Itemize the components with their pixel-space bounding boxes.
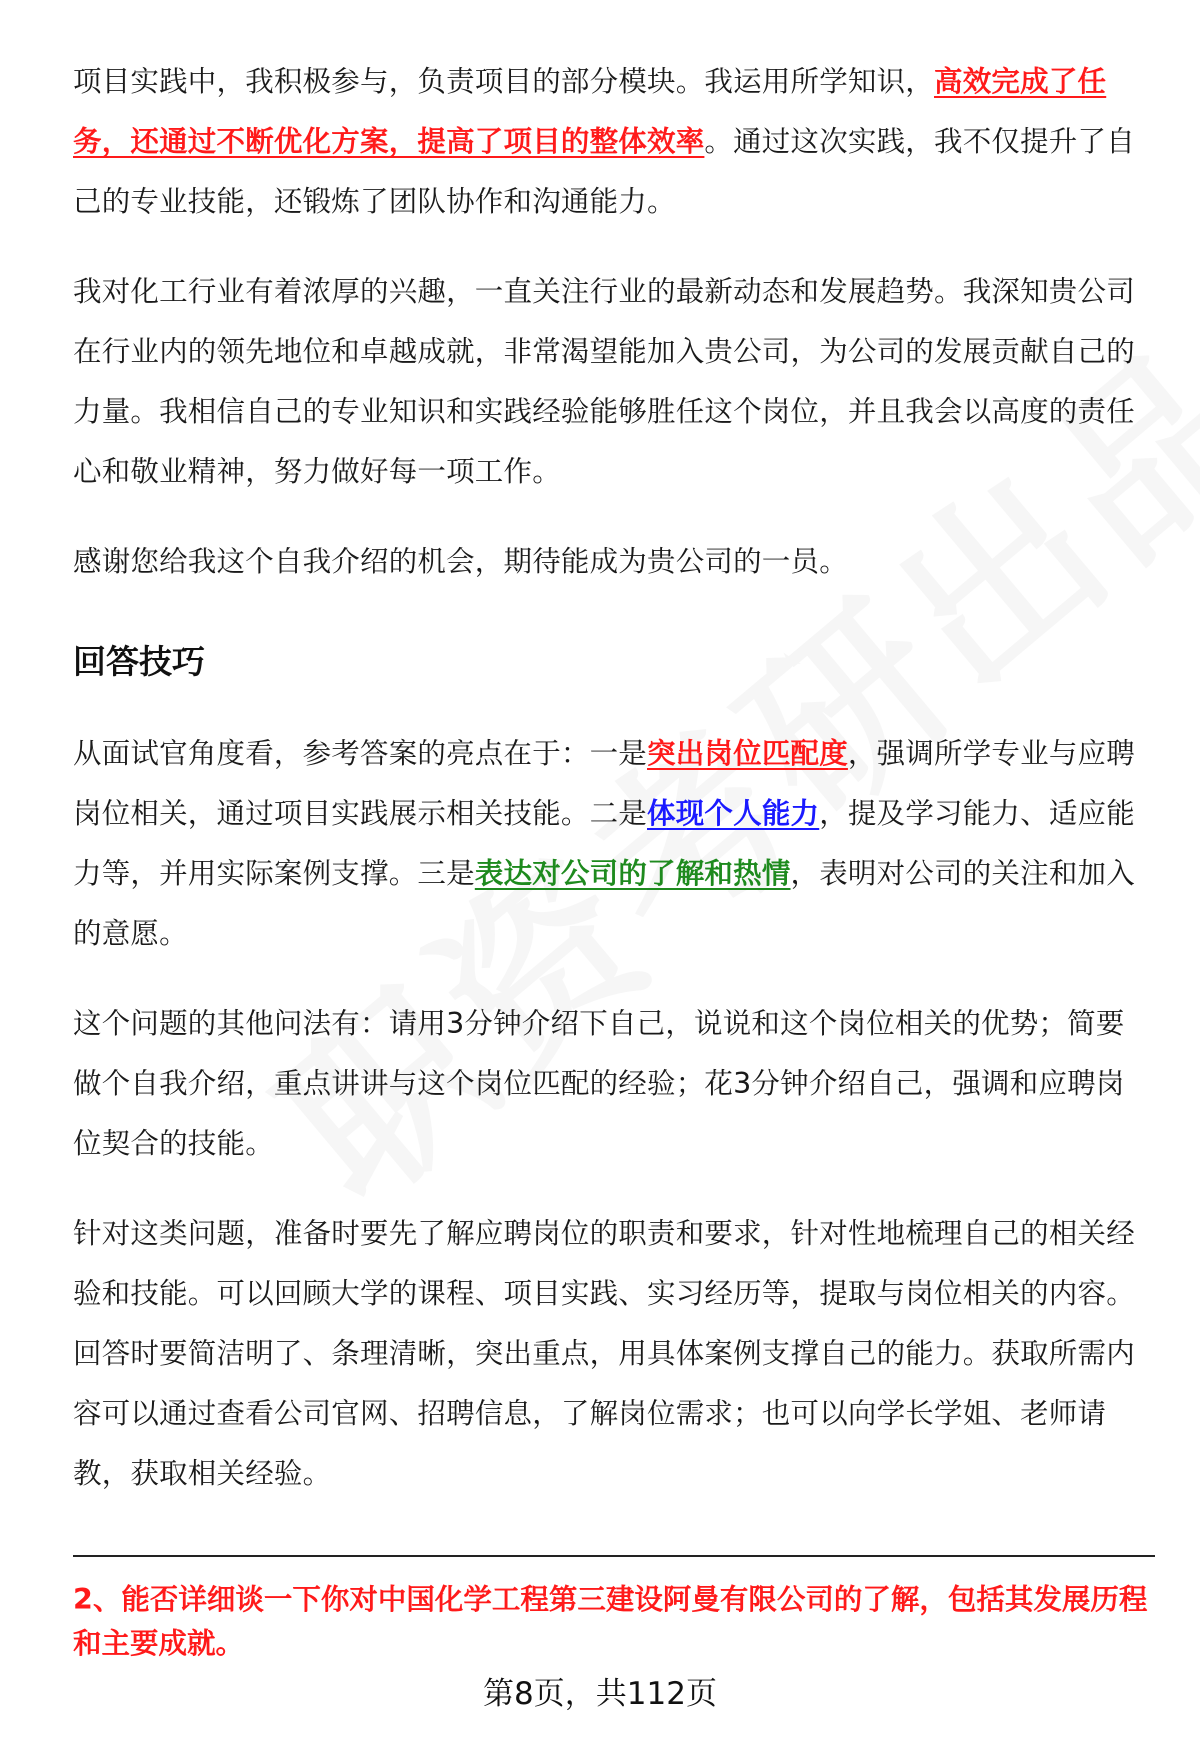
page-number-footer: 第8页，共112页 xyxy=(483,1676,717,1712)
section-divider xyxy=(73,1555,1155,1557)
highlight-job-match: 突出岗位匹配度 xyxy=(647,737,848,770)
paragraph-project-practice: 项目实践中，我积极参与，负责项目的部分模块。我运用所学知识，高效完成了任务，还通过不断优化方案，提高了项目的整体效率。通过这次实践，我不仅提升了自己的专业技能，还锻炼了团队协作和沟通能力。 xyxy=(73,65,1135,218)
document-body xyxy=(73,52,1153,1534)
paragraph-preparation-advice: 针对这类问题，准备时要先了解应聘岗位的职责和要求，针对性地梳理自己的相关经验和技能。可以回顾大学的课程、项目实践、实习经历等，提取与岗位相关的内容。回答时要简洁明了、条理清晰，突出重点，用具体案例支撑自己的能力。获取所需内容可以通过查看公司官网、招聘信息，了解岗位需求；也可以向学长学姐、老师请教，获取相关经验。 xyxy=(73,1217,1135,1490)
section-heading-answer-tips: 回答技巧 xyxy=(73,642,205,681)
highlight-efficiency: 高效完成了任务，还通过不断优化方案，提高了项目的整体效率 xyxy=(73,65,1107,158)
paragraph-alternative-questions: 这个问题的其他问法有：请用3分钟介绍下自己，说说和这个岗位相关的优势；简要做个自我介绍，重点讲讲与这个岗位匹配的经验；花3分钟介绍自己，强调和应聘岗位契合的技能。 xyxy=(73,1007,1125,1160)
paragraph-highlights: 从面试官角度看，参考答案的亮点在于：一是突出岗位匹配度，强调所学专业与应聘岗位相关，通过项目实践展示相关技能。二是体现个人能力，提及学习能力、适应能力等，并用实际案例支撑。三是表达对公司的了解和热情，表明对公司的关注和加入的意愿。 xyxy=(73,737,1135,950)
highlight-personal-ability: 体现个人能力 xyxy=(647,797,820,830)
paragraph-thanks: 感谢您给我这个自我介绍的机会，期待能成为贵公司的一员。 xyxy=(73,545,848,578)
next-question-heading: 2、能否详细谈一下你对中国化学工程第三建设阿曼有限公司的了解，包括其发展历程和主要成就。 xyxy=(73,1583,1148,1660)
highlight-company-passion: 表达对公司的了解和热情 xyxy=(474,857,791,890)
paragraph-industry-interest: 我对化工行业有着浓厚的兴趣，一直关注行业的最新动态和发展趋势。我深知贵公司在行业内的领先地位和卓越成就，非常渴望能加入贵公司，为公司的发展贡献自己的力量。我相信自己的专业知识和实践经验能够胜任这个岗位，并且我会以高度的责任心和敬业精神，努力做好每一项工作。 xyxy=(73,275,1135,488)
